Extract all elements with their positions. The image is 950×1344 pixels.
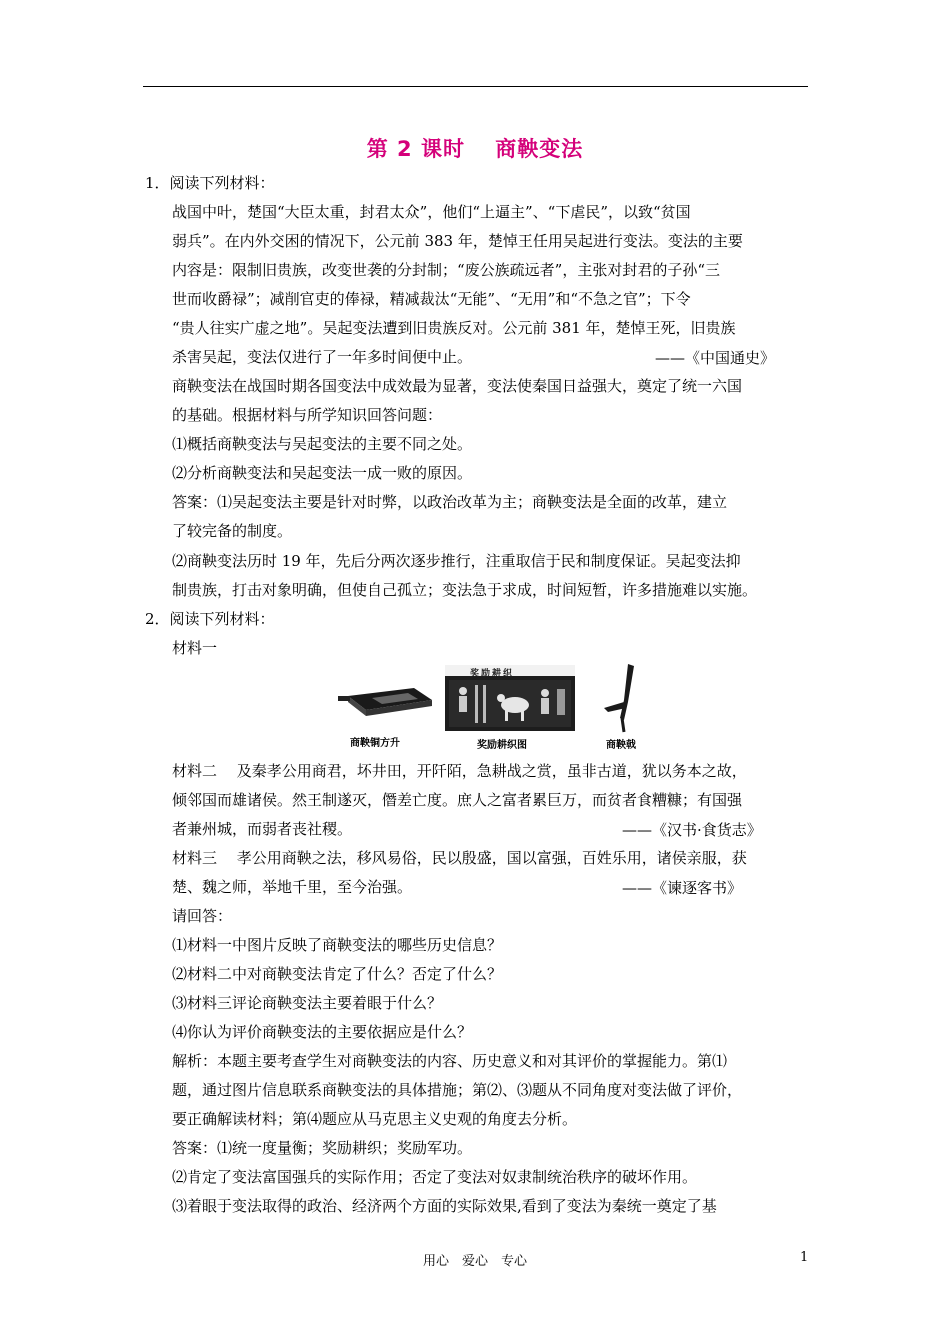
answer-line: ⑵肯定了变法富国强兵的实际作用；否定了变法对奴隶制统治秩序的破坏作用。 [172, 1168, 698, 1186]
analysis-line: 解析：本题主要考查学生对商鞅变法的内容、历史意义和对其评价的掌握能力。第⑴ [172, 1052, 728, 1070]
text-line: “贵人往实广虚之地”。吴起变法遭到旧贵族反对。公元前 381 年，楚悼王死，旧贵族 [172, 319, 736, 337]
prompt-line: 请回答： [172, 907, 233, 925]
material-2-line: 材料二 及秦孝公用商君，坏井田，开阡陌，急耕战之赏，虽非古道，犹以务本之故， [172, 762, 747, 780]
header-rule [143, 86, 808, 87]
material-3-line: 材料三 孝公用商鞅之法，移风易俗，民以殷盛，国以富强，百姓乐用，诸侯亲服，获 [172, 849, 747, 867]
material-2-line: 倾邻国而雄诸侯。然王制遂灭，僭差亡度。庶人之富者累巨万，而贫者食糟糠；有国强 [172, 791, 743, 809]
caption-bronze-measure: 商鞅铜方升 [350, 738, 400, 749]
question-2-heading: 2．阅读下列材料： [145, 610, 275, 628]
sub-question: ⑶材料三评论商鞅变法主要着眼于什么？ [172, 994, 443, 1012]
sub-question: ⑵分析商鞅变法和吴起变法一成一败的原因。 [172, 464, 473, 482]
analysis-line: 题，通过图片信息联系商鞅变法的具体措施；第⑵、⑶题从不同角度对变法做了评价， [172, 1081, 743, 1099]
question-1-heading: 1．阅读下列材料： [145, 174, 275, 192]
answer-line: 答案：⑴统一度量衡；奖励耕织；奖励军功。 [172, 1139, 473, 1157]
answer-line: 制贵族，打击对象明确，但使自己孤立；变法急于求成，时间短暂，许多措施难以实施。 [172, 581, 758, 599]
caption-farming-picture: 奖励耕织图 [477, 740, 527, 751]
source-citation: ——《汉书·食货志》 [622, 821, 762, 839]
answer-line: 答案：⑴吴起变法主要是针对时弊，以政治改革为主；商鞅变法是全面的改革，建立 [172, 493, 728, 511]
text-line: 的基础。根据材料与所学知识回答问题： [172, 406, 443, 424]
sub-question: ⑷你认为评价商鞅变法的主要依据应是什么？ [172, 1023, 473, 1041]
sub-question: ⑴材料一中图片反映了商鞅变法的哪些历史信息？ [172, 936, 503, 954]
sub-question: ⑵材料二中对商鞅变法肯定了什么？否定了什么？ [172, 965, 503, 983]
material-1-images [330, 662, 660, 752]
text-line: 战国中叶，楚国“大臣太重，封君太众”，他们“上逼主”、“下虐民”，以致“贫国 [172, 203, 691, 221]
answer-line: ⑶着眼于变法取得的政治、经济两个方面的实际效果,看到了变法为秦统一奠定了基 [172, 1197, 717, 1215]
analysis-line: 要正确解读材料；第⑷题应从马克思主义史观的角度去分析。 [172, 1110, 578, 1128]
text-line: 内容是：限制旧贵族，改变世袭的分封制；“废公族疏远者”，主张对封君的子孙“三 [172, 261, 721, 279]
picture-banner-text: 奖励耕织 [470, 669, 515, 679]
answer-line: ⑵商鞅变法历时 19 年，先后分两次逐步推行，注重取信于民和制度保证。吴起变法抑 [172, 552, 741, 570]
page-footer: 用心 爱心 专心 [422, 1254, 527, 1269]
material-2-line: 者兼州城，而弱者丧社稷。 [172, 820, 353, 838]
page-number: 1 [800, 1250, 809, 1265]
page-title: 第 2 课时 商鞅变法 [366, 137, 584, 161]
material-3-line: 楚、魏之师，举地千里，至今治强。 [172, 878, 413, 896]
text-line: 杀害吴起，变法仅进行了一年多时间便中止。 [172, 348, 473, 366]
text-line: 商鞅变法在战国时期各国变法中成效最为显著，变法使秦国日益强大，奠定了统一六国 [172, 377, 743, 395]
text-line: 世而收爵禄”；减削官吏的俸禄，精减裁汰“无能”、“无用”和“不急之官”；下令 [172, 290, 691, 308]
bronze-measure-image [336, 682, 436, 722]
sub-question: ⑴概括商鞅变法与吴起变法的主要不同之处。 [172, 435, 473, 453]
material-1-label: 材料一 [172, 639, 218, 657]
text-line: 弱兵”。在内外交困的情况下，公元前 383 年，楚悼王任用吴起进行变法。变法的主要 [172, 232, 743, 250]
source-citation: ——《谏逐客书》 [622, 879, 743, 897]
caption-halberd: 商鞅戟 [606, 740, 636, 751]
answer-line: 了较完备的制度。 [172, 522, 293, 540]
halberd-image [598, 662, 648, 734]
source-citation: ——《中国通史》 [655, 349, 776, 367]
